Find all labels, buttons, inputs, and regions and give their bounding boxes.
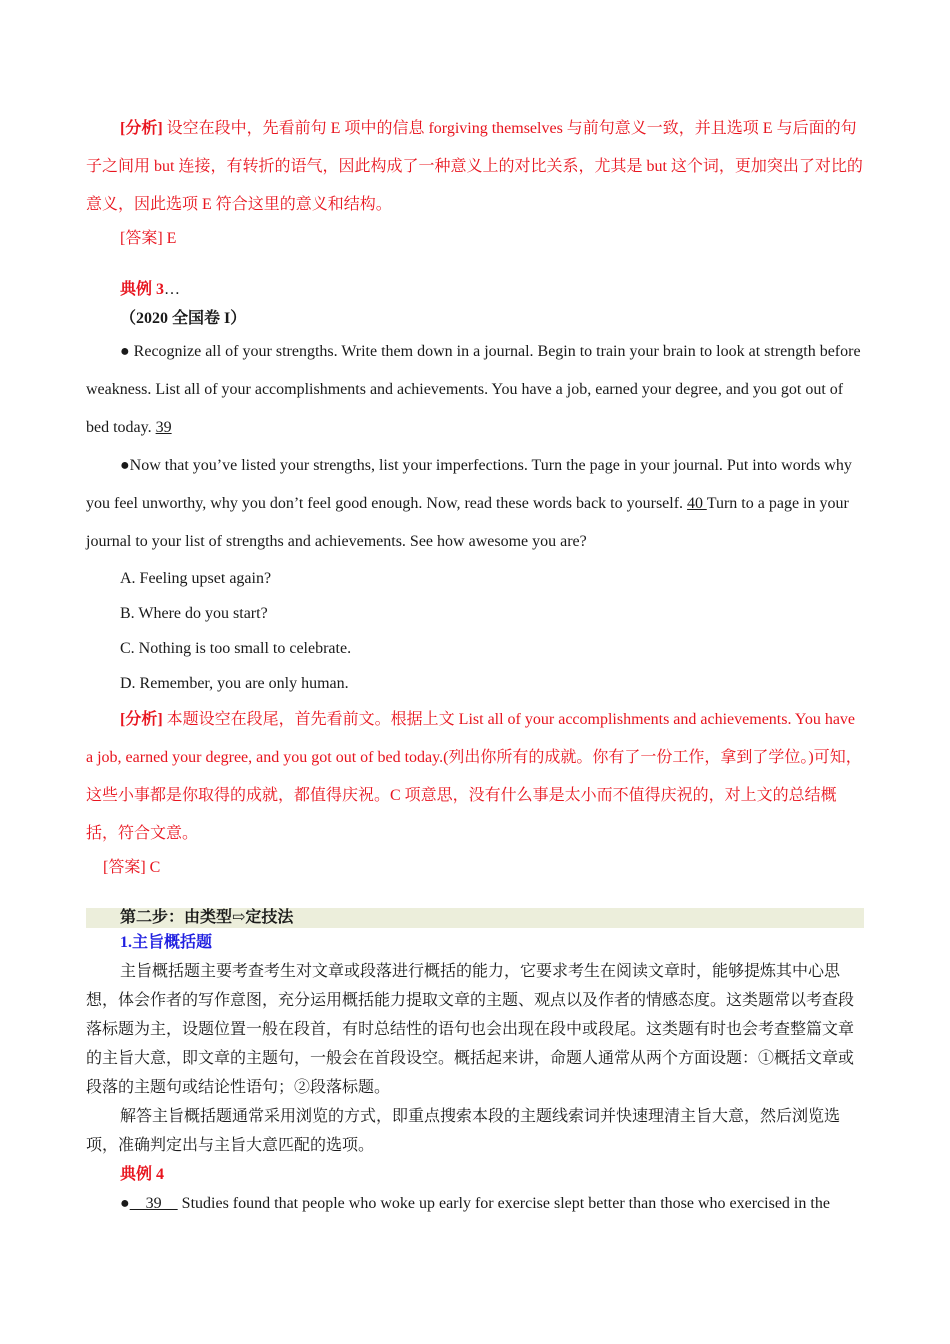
option-b: B. Where do you start? [120,605,268,622]
answer-line-2: [答案] C [103,859,161,876]
option-d: D. Remember, you are only human. [120,675,349,692]
option-a: A. Feeling upset again? [120,570,272,587]
answer-line-1: [答案] E [120,230,177,247]
example-3-paragraph-2: ●Now that you’ve listed your strengths, list your imperfections. Turn the page in your journal. Put into words why you feel unworthy, why you don’t feel good enough. Now, read these words back to yourself. 40 Turn to a page in your journal to your list of strengths and achievements. See how awesome you are? [86,457,852,550]
section-heading-step-2: 第二步：由类型⇨定技法 [86,908,864,928]
blank-39: 39 [155,419,172,436]
example-3-title: 典例 3… [120,281,181,298]
analysis-paragraph-2 [86,701,864,853]
analysis-text: 设空在段中，先看前句 E 项中的信息 forgiving themselves 与前句意义一致，并且选项 E 与后面的句子之间用 but 连接，有转折的语气，因此构成了一种意义上的对比关系，尤其是 but 这个词，更加突出了对比的意义，因此选项 E 符合这里的意义和结构。 [86,120,863,213]
analysis-paragraph-1 [86,110,864,224]
blank-40: 40 [687,495,707,512]
example-4-paragraph: ● 39 Studies found that people who woke up early for exercise slept better than those who exercised in the [120,1195,830,1212]
example-3-paragraph-1: ● Recognize all of your strengths. Write them down in a journal. Begin to train your brain to look at strength before weakness. List all of your accomplishments and achievements. You have a job, earned your degree, and you got out of bed today. 39 [86,343,861,436]
subsection-heading: 1.主旨概括题 [120,934,213,951]
body-paragraph-1: 主旨概括题主要考查考生对文章或段落进行概括的能力，它要求考生在阅读文章时，能够提炼其中心思想，体会作者的写作意图，充分运用概括能力提取文章的主题、观点以及作者的情感态度。这类题常以考查段落标题为主，设题位置一般在段首，有时总结性的语句也会出现在段中或段尾。这类题有时也会考查整篇文章的主旨大意，即文章的主题句，一般会在首段设空。概括起来讲，命题人通常从两个方面设题：①概括文章或段落的主题句或结论性语句；②段落标题。 [86,963,855,1096]
option-c: C. Nothing is too small to celebrate. [120,640,352,657]
example-3-source: （2020 全国卷 I） [120,310,247,327]
analysis-tag: [分析] [120,711,163,728]
example-4-title: 典例 4 [120,1166,165,1183]
analysis-text: 本题设空在段尾，首先看前文。根据上文 List all of your accomplishments and achievements. You have a job, earned your degree, and you got out of bed today.(列出你所有的成就。你有了一份工作，拿到了学位。)可知，这些小事都是你取得的成就，都值得庆祝。C 项意思，没有什么事是太小而不值得庆祝的，对上文的总结概括，符合文意。 [86,711,862,842]
body-paragraph-2: 解答主旨概括题通常采用浏览的方式，即重点搜索本段的主题线索词并快速理清主旨大意，然后浏览选项，准确判定出与主旨大意匹配的选项。 [86,1108,841,1154]
analysis-tag: [分析] [120,120,163,137]
document-page [86,110,864,1218]
blank-39: 39 [129,1195,178,1212]
